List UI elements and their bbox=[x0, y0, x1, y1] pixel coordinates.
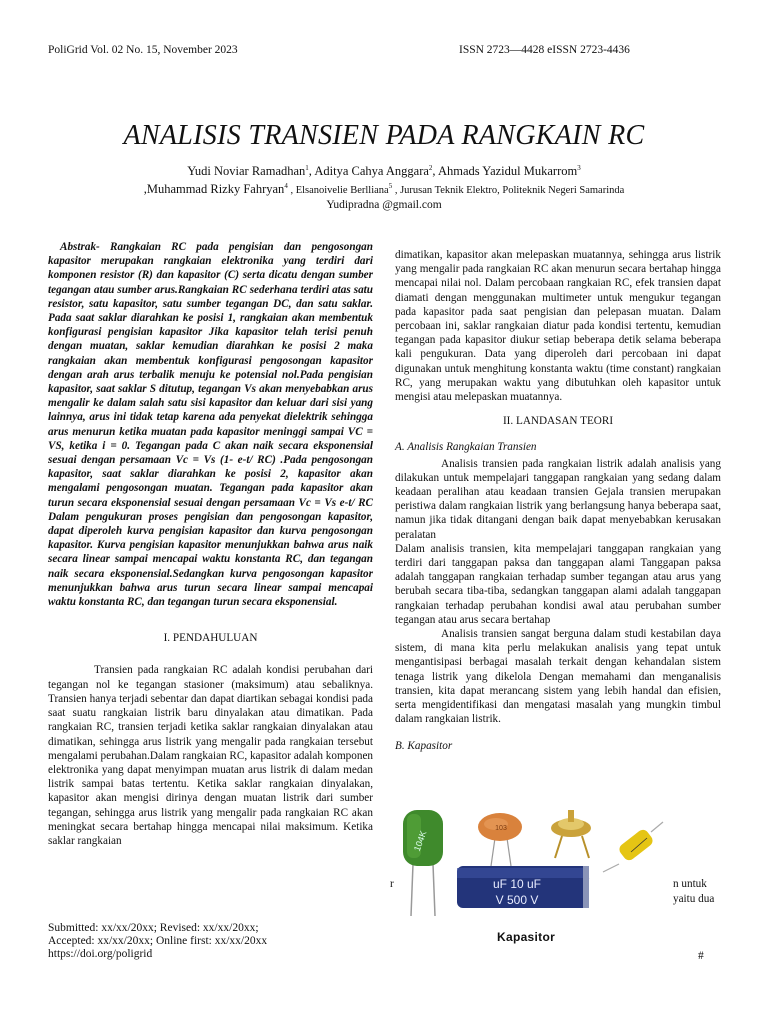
submission-info bbox=[48, 922, 267, 961]
footer-line-1: Submitted: xx/xx/20xx; Revised: xx/xx/20xx; bbox=[48, 922, 259, 934]
author-line-1 bbox=[0, 164, 768, 179]
section-heading-landasan-teori: II. LANDASAN TEORI bbox=[502, 415, 614, 428]
affiliation: , Jurusan Teknik Elektro, Politeknik Negeri Samarinda bbox=[392, 185, 625, 197]
text-fragment-untuk: n untuk bbox=[673, 878, 707, 890]
author-2-sup: 2 bbox=[428, 164, 433, 172]
axial-capacitor bbox=[603, 822, 663, 872]
elco-text-bottom: V 500 V bbox=[495, 893, 539, 907]
ceramic-cap-text: 103 bbox=[495, 825, 507, 832]
green-film-capacitor bbox=[403, 810, 443, 916]
trimmer-capacitor bbox=[551, 810, 591, 858]
author-2: , Aditya Cahya Anggara bbox=[308, 164, 429, 179]
author-line-2 bbox=[0, 182, 768, 197]
electrolytic-capacitor bbox=[457, 866, 589, 908]
author-1-sup: 1 bbox=[305, 164, 309, 172]
author-5: , Elsanoivelie Berlliana bbox=[287, 185, 389, 197]
paper-title: ANALISIS TRANSIEN PADA RANGKAIN RC bbox=[123, 120, 645, 151]
pendahuluan-paragraph: Transien pada rangkaian RC adalah kondisi perubahan dari tegangan nol ke tegangan stasioner (maksimum) atau sebaliknya. Transien hanya terjadi sebentar dan dapat diartikan sebagai kondisi pada saat suatu rangkaian listrik baru dinyalakan atau dimatikan. Pada rangkaian RC, transien terjadi ketika saklar rangkaian dinyalakan atau dimatikan, sehingga arus listrik yang mengalir pada rangkaian tersebut mengalami perubahan.Dalam rangkaian RC, kapasitor adalah komponen elektronika yang dapat menyimpan muatan arus listrik di dalam medan listrik sampai batas tertentu. Ketika saklar rangkaian dinyalakan, kapasitor akan mengisi dirinya dengan muatan listrik dari sumber tegangan, sehingga arus listrik yang mengalir pada rangkaian RC akan meningkat secara bertahap hingga mencapai nilai maksimum. Ketika saklar rangkaian bbox=[48, 664, 373, 847]
text-fragment-left: r bbox=[390, 878, 394, 890]
subheading-kapasitor: B. Kapasitor bbox=[395, 739, 453, 752]
capacitor-photo bbox=[397, 806, 671, 946]
analisis-paragraph-1: Analisis transien pada rangkaian listrik adalah analisis yang dilakukan untuk mempelajari tanggapan rangkaian yang sedang dalam keadaan peralihan atau keadaan transien Gejala transien merupakan peristiwa dalam rangkaian listrik yang berlangsung hanya beberapa saat, namun jika tidak ditangani dengan baik dapat menyebabkan kerusakan peralatan bbox=[395, 457, 721, 541]
page-number: # bbox=[698, 950, 704, 962]
left-column bbox=[48, 240, 373, 848]
author-1: Yudi Noviar Ramadhan bbox=[187, 164, 306, 179]
author-3: , Ahmads Yazidul Mukarrom bbox=[432, 164, 578, 179]
elco-text-top: uF 10 uF bbox=[492, 877, 542, 891]
right-column bbox=[395, 248, 721, 755]
abstract: Abstrak- Rangkaian RC pada pengisian dan pengosongan kapasitor merupakan rangkaian elektronika yang terdiri dari komponen resistor (R) dan kapasitor (C) serta dicatu dengan sumber tegangan atau sumber arus.Rangkaian RC sederhana terdiri atas satu resistor, satu kapasitor, satu sumber tegangan DC, dan satu saklar. Pada saat saklar diarahkan ke posisi 1, rangkaian akan membentuk konfigurasi pengisian kapasitor Jika kapasitor telah terisi penuh dengan muatan, saklar kemudian diarahkan ke posisi 2 maka rangkaian akan membentuk konfigurasi pengosongan kapasitor dengan arah arus terbalik menuju ke potensial nol.Pada pengisian kapasitor, saat saklar S ditutup, tegangan Vs akan menyebabkan arus mengalir ke dalam salah satu sisi kapasitor dan keluar dari sisi yang lainnya, arus ini tidak tetap karena ada penyekat dielektrik sehingga arus menurun ketika muatan pada kapasitor meninggi sampai VC = VS, ketika i = 0. Tegangan pada C akan naik secara eksponensial sesuai dengan persamaan Vc = Vs (1- e-t/ RC) .Pada pengosongan kapasitor, saat saklar diarahkan ke posisi 2, kapasitor akan mengalami pengosongan muatan. Tegangan pada kapasitor akan turun secara eksponensial sesuai dengan persamaan Vc = Vs e-t/ RC Dalam pengukuran proses pengisian dan pengosongan kapasitor, dapat diperoleh kurva pengisian kapasitor dan kurva pengosongan kapasitor. Kurva pengisian kapasitor menunjukkan bahwa arus naik secara linear sampai mencapai waktu konstanta RC, dan tegangan naik secara eksponensial.Sedangkan kurva pengosongan kapasitor menunjukkan bahwa arus turun secara linear sampai mencapai waktu konstanta RC, dan tegangan turun secara eksponensial. bbox=[48, 241, 373, 609]
issn-header: ISSN 2723—4428 eISSN 2723-4436 bbox=[459, 44, 630, 56]
author-3-sup: 3 bbox=[577, 164, 581, 172]
journal-header: PoliGrid Vol. 02 No. 15, November 2023 bbox=[48, 44, 238, 56]
green-cap-text: 104K bbox=[411, 829, 429, 853]
analisis-paragraph-2: Dalam analisis transien, kita mempelajari tanggapan rangkaian yang terdiri dari tanggapan paksa dan tanggapan alami Tanggapan paksa adalah tanggapan rangkaian terhadap sumber tegangan atau arus yang berubah secara tiba-tiba, sedangkan tanggapan alami adalah tanggapan rangkaian terhadap perubahan kondisi awal atau perubahan sumber tegangan atau arus secara bertahap bbox=[395, 542, 721, 626]
figure-caption: Kapasitor bbox=[497, 930, 556, 944]
author-4: ,Muhammad Rizky Fahryan bbox=[143, 182, 285, 197]
subheading-analisis-rangkaian: A. Analisis Rangkaian Transien bbox=[395, 441, 537, 454]
author-email: Yudipradna @gmail.com bbox=[326, 199, 442, 211]
kapasitor-figure bbox=[397, 806, 671, 946]
author-5-sup: 5 bbox=[388, 182, 393, 190]
author-4-sup: 4 bbox=[284, 182, 288, 190]
text-fragment-yaitu-dua: yaitu dua bbox=[673, 893, 715, 905]
analisis-paragraph-3: Analisis transien sangat berguna dalam studi kestabilan daya sistem, di mana kita perlu melakukan analisis yang tepat untuk mengantisipasi berbagai masalah terkait dengan kehandalan sistem tenaga listrik yang dikelola Dengan memahami dan menganalisis transien, kita dapat merancang sistem yang lebih handal dan efisien, serta mengidentifikasi dan mengatasi masalah yang mungkin timbul dalam rangkaian listrik. bbox=[395, 628, 721, 726]
footer-line-2: Accepted: xx/xx/20xx; Online first: xx/xx/20xx bbox=[48, 935, 268, 947]
pendahuluan-continued: dimatikan, kapasitor akan melepaskan muatannya, sehingga arus listrik yang mengalir pada rangkaian RC akan menurun secara bertahap hingga mencapai nilai nol. Dalam percobaan rangkaian RC, efek transien dapat diamati dengan menggunakan multimeter untuk mengukur tegangan pada kapasitor pada saat pengisian dan pelepasan muatan. Dalam percobaan ini, saklar rangkaian diatur pada kondisi tertentu, kemudian tegangan pada kapasitor diukur setiap beberapa detik selama beberapa kali pengukuran. Data yang diperoleh dari percobaan ini dapat digunakan untuk menghitung konstanta waktu (time constant) rangkaian RC, yang merupakan waktu yang dibutuhkan oleh kapasitor untuk mengisi atau melepaskan muatannya. bbox=[395, 249, 721, 404]
doi-link[interactable]: https://doi.org/poligrid bbox=[48, 948, 153, 960]
ceramic-disc-capacitor bbox=[478, 813, 522, 866]
section-heading-pendahuluan: I. PENDAHULUAN bbox=[163, 632, 258, 645]
